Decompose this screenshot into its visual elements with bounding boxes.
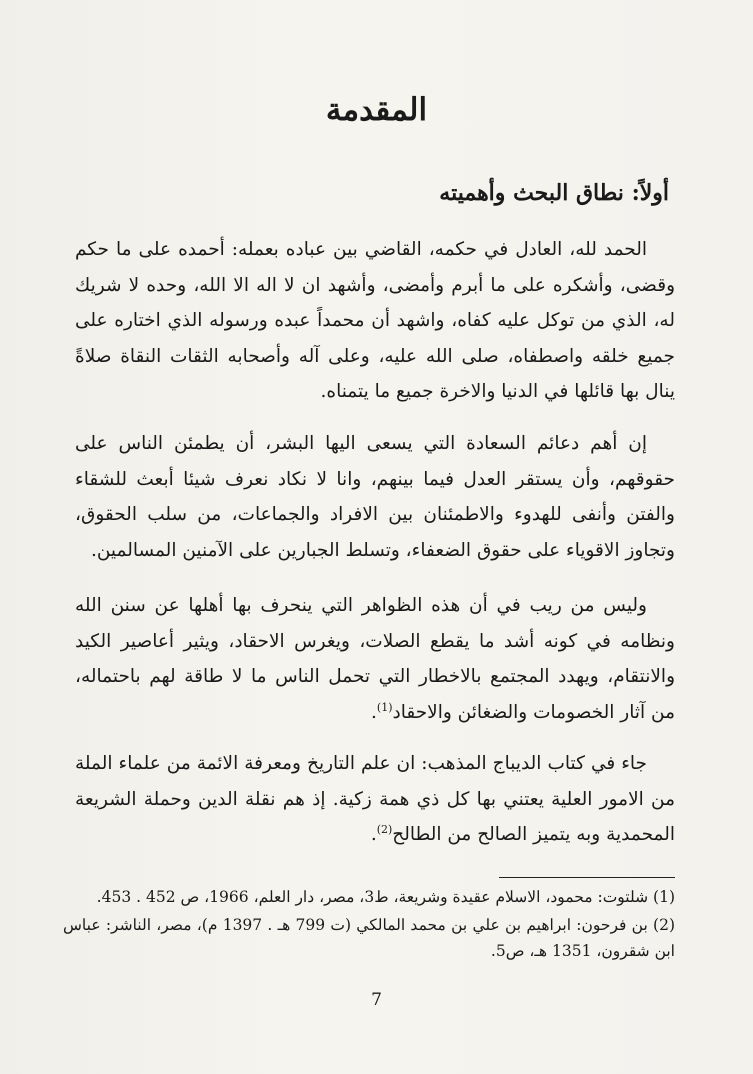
section-heading: أولاً: نطاق البحث وأهميته <box>439 180 669 206</box>
paragraph-3 <box>75 588 675 730</box>
footnote-1: (1) شلتوت: محمود، الاسلام عقيدة وشريعة، ط3، مصر، دار العلم، 1966، ص 452 . 453. <box>96 888 675 906</box>
paragraph-4 <box>75 746 675 853</box>
paragraph-1: الحمد لله، العادل في حكمه، القاضي بين عباده بعمله: أحمده على ما حكم وقضى، وأشكره على ما أبرم وأمضى، وأشهد ان لا اله الا الله، وحده لا شريك له، الذي من توكل عليه كفاه، واشهد أن محمداً عبده ورسوله الذي اختاره على جميع خلقه واصطفاه، صلى الله عليه، وعلى آله وأصحابه الثقات النقاة صلاةً ينال بها قائلها في الدنيا والاخرة جميع ما يتمناه. <box>75 239 675 402</box>
footnote-separator <box>499 877 675 878</box>
footnote-2: (2) بن فرحون: ابراهيم بن علي بن محمد المالكي (ت 799 هـ . 1397 م)، مصر، الناشر: عباس ابن شقرون، 1351 هـ، ص5. <box>63 916 675 960</box>
paragraph-3-text: وليس من ريب في أن هذه الظواهر التي ينحرف بها أهلها عن سنن الله ونظامه في كونه أشد ما يقطع الصلات، ويغرس الاحقاد، ويثير أعاصير الكيد والانتقام، ويهدد المجتمع بالاخطار التي تحمل الناس ما لا طاقة لهم باحتماله، من آثار الخصومات والضغائن والاحقاد <box>75 595 675 723</box>
page-number: 7 <box>371 990 382 1010</box>
paragraph-4-text: جاء في كتاب الديباج المذهب: ان علم التاريخ ومعرفة الائمة من علماء الملة من الامور العلية يعتني بها كل ذي همة زكية. إذ هم نقلة الدين وحملة الشريعة المحمدية وبه يتميز الصالح من الطالح <box>75 753 675 845</box>
page-title: المقدمة <box>325 92 428 128</box>
footnote-ref-1: (1) <box>376 700 393 714</box>
paragraph-4-end: . <box>370 824 377 845</box>
paragraph-2: إن أهم دعائم السعادة التي يسعى اليها البشر، أن يطمئن الناس على حقوقهم، وأن يستقر العدل فيما بينهم، وانا لا نكاد نعرف شيئا أبعث للشقاء والفتن وأنفى للهدوء والاطمئنان بين الافراد والجماعات، من سلب الحقوق، وتجاوز الاقوياء على حقوق الضعفاء، وتسلط الجبارين على الآمنين المسالمين. <box>75 433 675 561</box>
footnote-ref-2: (2) <box>376 822 393 836</box>
footnotes <box>63 884 675 966</box>
paragraph-3-end: . <box>371 701 377 723</box>
